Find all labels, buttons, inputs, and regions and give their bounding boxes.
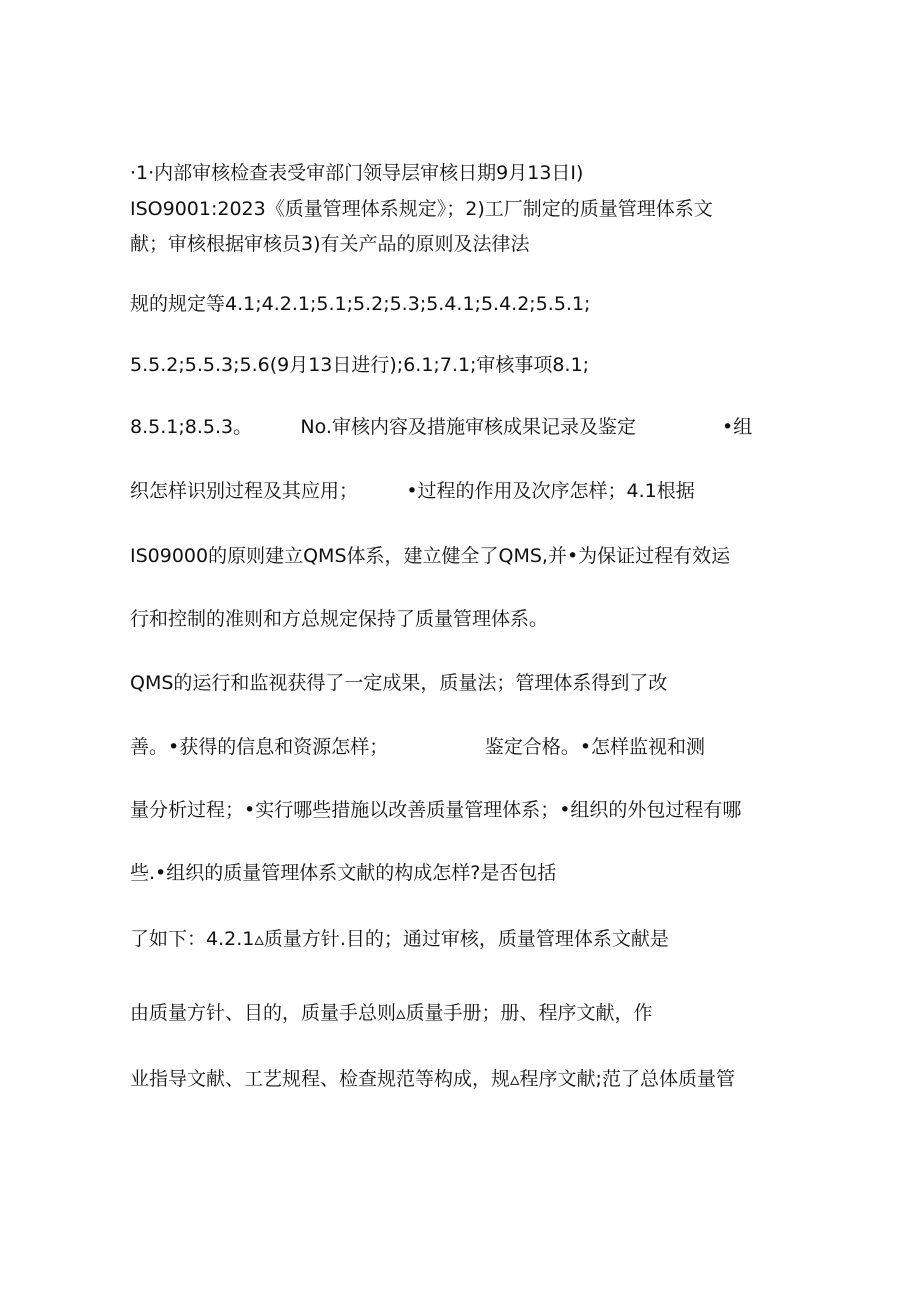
text-line-9: 行和控制的准则和方总规定保持了质量管理体系。 — [130, 608, 549, 630]
text-line-2: ISO9001:2023《质量管理体系规定》；2)工厂制定的质量管理体系文 — [130, 198, 713, 220]
text-line-7: 织怎样识别过程及其应用； •过程的作用及次序怎样；4.1根据 — [130, 480, 695, 502]
text-line-6-right: •组 — [722, 416, 753, 438]
text-line-15: 由质量方针、目的，质量手总则▵质量手册；册、程序文献，作 — [130, 1002, 653, 1024]
text-line-11: 善。•获得的信息和资源怎样； 鉴定合格。•怎样监视和测 — [130, 736, 706, 758]
text-line-4: 规的规定等4.1;4.2.1;5.1;5.2;5.3;5.4.1;5.4.2;5.5.1; — [130, 293, 591, 315]
text-line-8: IS09000的原则建立QMS体系，建立健全了QMS,并•为保证过程有效运 — [130, 545, 731, 567]
text-line-1: ·1·内部审核检查表受审部门领导层审核日期9月13日I) — [130, 162, 584, 184]
text-line-13: 些.•组织的质量管理体系文献的构成怎样?是否包括 — [130, 862, 557, 884]
text-line-5: 5.5.2;5.5.3;5.6(9月13日进行);6.1;7.1;审核事项8.1; — [130, 354, 590, 376]
text-line-3: 献；审核根据审核员3)有关产品的原则及法律法 — [130, 233, 530, 255]
text-line-10: QMS的运行和监视获得了一定成果，质量法；管理体系得到了改 — [130, 672, 668, 694]
text-line-16: 业指导文献、工艺规程、检查规范等构成，规▵程序文献;范了总体质量管 — [130, 1068, 735, 1090]
text-line-6: 8.5.1;8.5.3。 No.审核内容及措施审核成果记录及鉴定 — [130, 416, 636, 438]
text-line-14: 了如下：4.2.1▵质量方针.目的；通过审核，质量管理体系文献是 — [130, 928, 669, 950]
text-line-12: 量分析过程；•实行哪些措施以改善质量管理体系；•组织的外包过程有哪 — [130, 799, 742, 821]
